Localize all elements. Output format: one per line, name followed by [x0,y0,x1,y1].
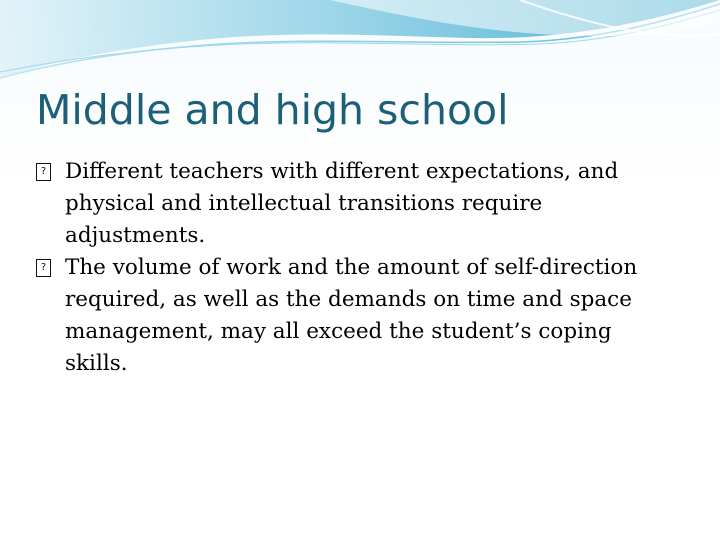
bullet-item [36,252,676,380]
missing-glyph-icon: ? [36,259,51,277]
bullet-text: The volume of work and the amount of self-direction required, as well as the demands on time and space management, may all exceed the student’s coping skills. [65,255,638,376]
bullet-text: Different teachers with different expectations, and physical and intellectual transitions require adjustments. [65,159,619,248]
slide-title: Middle and high school [36,86,509,134]
header-swoosh-decoration [0,0,720,90]
bullet-list [36,156,676,380]
missing-glyph-icon: ? [36,163,51,181]
bullet-item [36,156,676,252]
